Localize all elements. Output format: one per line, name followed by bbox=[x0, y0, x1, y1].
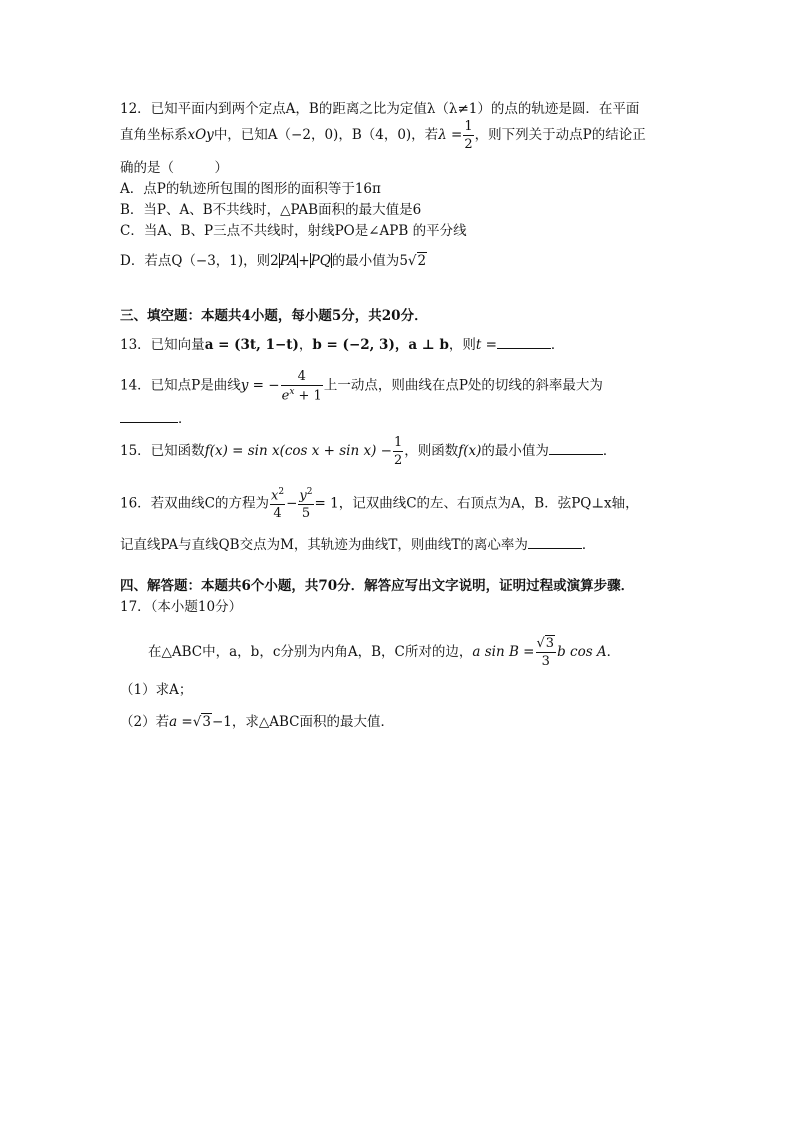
section-3-heading: 三、填空题：本题共4小题，每小题5分，共20分． bbox=[120, 308, 428, 324]
q14-answer-blank[interactable] bbox=[120, 410, 178, 423]
q17-title: 17．（本小题10分） bbox=[120, 599, 243, 615]
sqrt-icon: √ bbox=[192, 714, 202, 730]
q17-frac-num bbox=[536, 637, 557, 653]
q13-line bbox=[120, 336, 564, 354]
q12-line2-pre: 直角坐标系 bbox=[120, 127, 188, 143]
q12-line2-post: ，则下列关于动点P的结论正 bbox=[474, 127, 646, 143]
q16-frac-y-den: 5 bbox=[301, 506, 311, 522]
q12-line3: 确的是（ ） bbox=[120, 160, 228, 176]
q13-pre: 13．已知向量 bbox=[120, 337, 205, 353]
q14-fraction bbox=[281, 370, 323, 402]
q14-frac-den bbox=[281, 386, 323, 402]
q13-t-eq: t = bbox=[475, 337, 497, 353]
q16-end: ． bbox=[581, 537, 596, 553]
q12-option-b: B．当P、A、B不共线时，△PAB面积的最大值是6 bbox=[120, 202, 422, 218]
q17-lhs: a sin B = bbox=[472, 644, 535, 660]
section-4-heading: 四、解答题：本题共6个小题，共70分．解答应写出文字说明，证明过程或演算步骤． bbox=[120, 578, 635, 594]
q17-p2-post: ，求△ABC面积的最大值． bbox=[231, 714, 394, 730]
q17-p2-a: a = bbox=[169, 714, 193, 730]
q14-line2 bbox=[120, 410, 192, 428]
q12-line2-mid: 中，已知A（−2，0)，B（4，0)，若 bbox=[213, 127, 439, 143]
q12-line1: 12．已知平面内到两个定点A，B的距离之比为定值λ（λ≠1）的点的轨迹是圆．在平面 bbox=[120, 101, 640, 117]
q14-den-base: e bbox=[281, 388, 290, 404]
q12-option-c: C．当A、B、P三点不共线时，射线PO是∠APB 的平分线 bbox=[120, 223, 467, 239]
q12-optd-plus: + bbox=[298, 253, 310, 269]
q14-den-rest: + 1 bbox=[294, 388, 322, 404]
q12-fraction bbox=[463, 120, 473, 151]
q12-option-d bbox=[120, 252, 427, 270]
q17-part1: （1）求A； bbox=[120, 682, 193, 698]
q14-den-exp: x bbox=[289, 387, 295, 397]
q13-end: ． bbox=[550, 337, 565, 353]
q17-rhs: b cos A bbox=[557, 644, 607, 660]
q17-frac-den: 3 bbox=[541, 654, 550, 669]
q14-line1 bbox=[120, 370, 603, 402]
q15-line bbox=[120, 436, 616, 467]
q14-y-eq: y = − bbox=[240, 377, 280, 394]
q12-optd-val-coef: 5 bbox=[399, 253, 408, 269]
q14-end: ． bbox=[178, 411, 192, 427]
q16-frac-x-num bbox=[270, 488, 285, 505]
q15-fx: f(x) bbox=[458, 443, 482, 459]
q12-optd-val-rad: 2 bbox=[417, 253, 427, 269]
q16-pre: 16．若双曲线C的方程为 bbox=[120, 495, 270, 512]
q16-frac-x-den: 4 bbox=[273, 506, 282, 522]
q12-optd-pq: PQ bbox=[310, 253, 331, 269]
q16-n2-base: y bbox=[299, 488, 307, 504]
q17-fraction bbox=[536, 637, 557, 668]
q13-b-expr: b = (−2, 3) bbox=[312, 337, 395, 353]
q15-post: 的最小值为 bbox=[481, 443, 549, 459]
q12-xoy: xOy bbox=[187, 127, 214, 143]
q14-post: 上一动点，则曲线在点P处的切线的斜率最大为 bbox=[323, 377, 603, 394]
q12-optd-coef: 2 bbox=[270, 253, 279, 269]
q17-p2-pre: （2）若 bbox=[120, 714, 170, 730]
q12-option-a: A．点P的轨迹所包围的图形的面积等于16π bbox=[120, 181, 381, 197]
q16-frac-x bbox=[270, 488, 285, 520]
q17-frac-num-rad: 3 bbox=[545, 636, 555, 651]
q12-optd-post: 的最小值为 bbox=[331, 253, 400, 269]
q17-stem bbox=[148, 637, 620, 668]
q15-frac-num: 1 bbox=[393, 435, 403, 450]
q12-optd-pre: D．若点Q（−3，1)，则 bbox=[120, 253, 271, 269]
q16-n2-exp: 2 bbox=[306, 487, 313, 497]
q15-end: ． bbox=[602, 443, 617, 459]
q16-frac-y-num bbox=[298, 488, 313, 505]
q12-frac-num: 1 bbox=[464, 119, 473, 134]
q17-p2-minus: −1 bbox=[211, 714, 232, 730]
sqrt-icon: √ bbox=[407, 253, 417, 269]
q16-post: ，记双曲线C的左、右顶点为A，B．弦PQ⊥x轴， bbox=[338, 495, 639, 512]
q13-mid: ， bbox=[298, 337, 313, 353]
q17-p2-rad: 3 bbox=[202, 714, 211, 730]
q12-lambda-eq: λ = bbox=[438, 127, 463, 143]
q12-line2 bbox=[120, 120, 646, 151]
q13-a-expr: a = (3t, 1−t) bbox=[204, 337, 299, 353]
q16-n1-exp: 2 bbox=[278, 487, 285, 497]
q14-frac-num: 4 bbox=[281, 370, 323, 386]
q12-frac-den: 2 bbox=[464, 137, 473, 152]
q12-optd-pa: PA bbox=[279, 253, 298, 269]
q13-post: ，则 bbox=[448, 337, 476, 353]
q17-stem-pre: 在△ABC中，a，b，c分别为内角A，B，C所对的边， bbox=[148, 644, 473, 660]
sqrt-icon: √ bbox=[536, 636, 545, 651]
q15-fraction bbox=[393, 436, 403, 467]
q17-stem-end: ． bbox=[606, 644, 621, 660]
q16-line2-text: 记直线PA与直线QB交点为M，其轨迹为曲线T，则曲线T的离心率为 bbox=[120, 537, 528, 553]
q16-answer-blank[interactable] bbox=[528, 536, 582, 549]
q15-frac-den: 2 bbox=[393, 453, 403, 468]
q15-answer-blank[interactable] bbox=[549, 442, 603, 455]
q17-part2 bbox=[120, 713, 394, 731]
q15-pre: 15．已知函数 bbox=[120, 443, 205, 459]
q16-line1 bbox=[120, 488, 639, 520]
q15-expr: f(x) = sin x(cos x + sin x) − bbox=[204, 443, 392, 459]
q14-pre: 14．已知点P是曲线 bbox=[120, 377, 241, 394]
q13-perp: ，a ⊥ b bbox=[394, 337, 449, 353]
q16-eq1: = 1 bbox=[314, 495, 339, 512]
q16-n1-base: x bbox=[271, 488, 279, 504]
q16-minus: − bbox=[286, 495, 298, 512]
q16-line2 bbox=[120, 536, 595, 554]
q16-frac-y bbox=[298, 488, 313, 520]
q15-mid: ，则函数 bbox=[404, 443, 459, 459]
q13-answer-blank[interactable] bbox=[497, 336, 551, 349]
